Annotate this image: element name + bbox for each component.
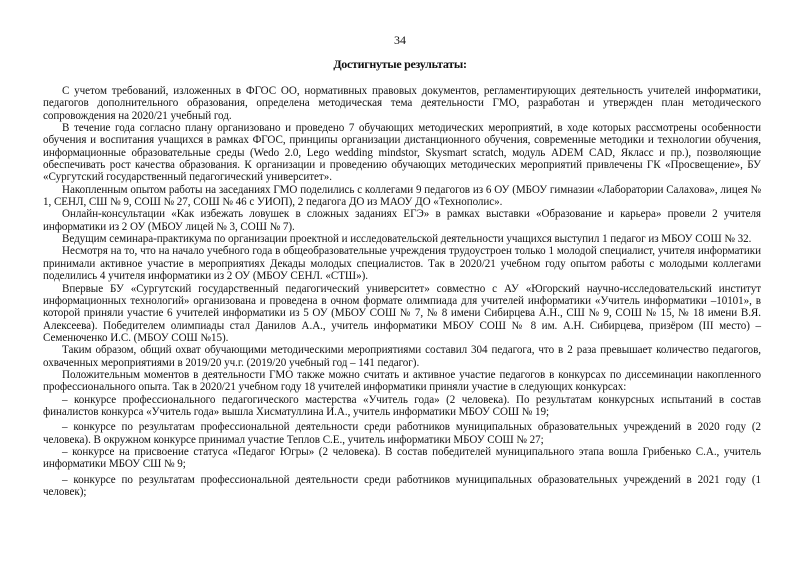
paragraph-seminar-leader: Ведущим семинара-практикума по организации проектной и исследовательской деятельности учащихся выступил 1 педагог из МБОУ СОШ № 32. (62, 233, 752, 246)
paragraph-coverage-summary: Таким образом, общий охват обучающими методическими мероприятиями составил 304 педагога, что в 2 раза превышает количество педагогов, охваченных мероприятиями в 2019/20 уч.г. (2019/20 учебный год – 141 педагог). (43, 344, 761, 369)
paragraph-online-consultations: Онлайн-консультации «Как избежать ловушек в сложных заданиях ЕГЭ» в рамках выставки «Образование и карьера» провели 2 учителя информатики из 2 ОУ (МБОУ лицей № 3, СОШ № 7). (43, 208, 761, 233)
section-heading: Достигнутые результаты: (333, 57, 467, 71)
paragraph-experience-sharing: Накопленным опытом работы на заседаниях ГМО поделились с коллегами 9 педагогов из 6 ОУ (МБОУ гимназии «Лаборатории Салахова», лицея № 1, СЕНЛ, СШ № 9, СОШ № 27, СОШ № 46 с УИОП), 2 педагога ДО из МАОУ ДО «Технополис». (43, 183, 761, 209)
page-number: 34 (394, 33, 406, 47)
list-item-teacher-of-year: – конкурсе профессионального педагогического мастерства «Учитель года» (2 человека). По результатам конкурсных испытаний в состав финалистов конкурса «Учитель года» вышла Хисматуллина И.А., учитель информатики МБОУ СОШ № 19; (43, 393, 761, 418)
paragraph-olympiad: Впервые БУ «Сургутский государственный педагогический университет» совместно с АУ «Югорский научно-исследовательский институт информационных технологий» организована и проведена в очном формате олимпиада для учителей информатики «Учитель информатики –10101», в которой приняли участие 6 учителей информатики из 5 ОУ (МБОУ СОШ № 7, № 8 имени Сибирцева А.Н., СШ № 9, СОШ № 15, № 18 имени В.Я. Алексеева). Победителем олимпиады стал Данилов А.А., учитель информатики МБОУ СОШ № 8 им. А.Н. Сибирцева, призёром (III место) – Семенюченко И.С. (МБОУ СОШ №15). (43, 282, 761, 344)
paragraph-training-events: В течение года согласно плану организовано и проведено 7 обучающих методических мероприятий, в ходе которых рассмотрены особенности обучения и воспитания учащихся в рамках ФГОС, принципы организации дистанционного обучения, современные методики и технологии обучения, информационные образовательные среды (Wedo 2.0, Lego wedding mindstor, Skysmart scratch, модуль ADEM CAD, Якласс и пр.), позволяющие обеспечивать рост качества образования. К организации и проведению обучающих методических мероприятий привлечены ГК «Просвещение», БУ «Сургутский государственный педагогический университет». (43, 122, 761, 184)
paragraph-competitions-intro: Положительным моментов в деятельности ГМО также можно считать и активное участие педагогов в конкурсах по диссеминации накопленного профессионального опыта. Так в 2020/21 учебном году 18 учителей информатики приняли участие в следующих конкурсах: (43, 368, 761, 394)
paragraph-methodical-theme: С учетом требований, изложенных в ФГОС ОО, нормативных правовых документов, регламентирующих деятельность учителей информатики, педагогов дополнительного образования, определена методическая тема деятельности ГМО, разработан и утвержден план методического сопровождения на 2020/21 учебный год. (43, 85, 761, 122)
list-item-pedagog-yugry: – конкурсе на присвоение статуса «Педагог Югры» (2 человека). В состав победителей муниципального этапа вошла Грибенько С.А., учитель информатики МБОУ СШ № 9; (43, 445, 761, 471)
list-item-professional-2021: – конкурсе по результатам профессиональной деятельности среди работников муниципальных образовательных учреждений в 2021 году (1 человек); (43, 473, 761, 498)
paragraph-young-specialists: Несмотря на то, что на начало учебного года в общеобразовательные учреждения трудоустроен только 1 молодой специалист, учителя информатики принимали активное участие в мероприятиях Декады молодых специалистов. Так в 2020/21 учебном году опытом работы с молодыми коллегами поделились 4 учителя информатики из 2 ОУ (МБОУ СЕНЛ. «СТШ»). (43, 245, 761, 283)
list-item-professional-2020: – конкурсе по результатам профессиональной деятельности среди работников муниципальных образовательных учреждений в 2020 году (2 человека). В окружном конкурсе принимал участие Теплов С.Е., учитель информатики МБОУ СОШ № 27; (43, 421, 761, 446)
document-body (43, 85, 761, 498)
